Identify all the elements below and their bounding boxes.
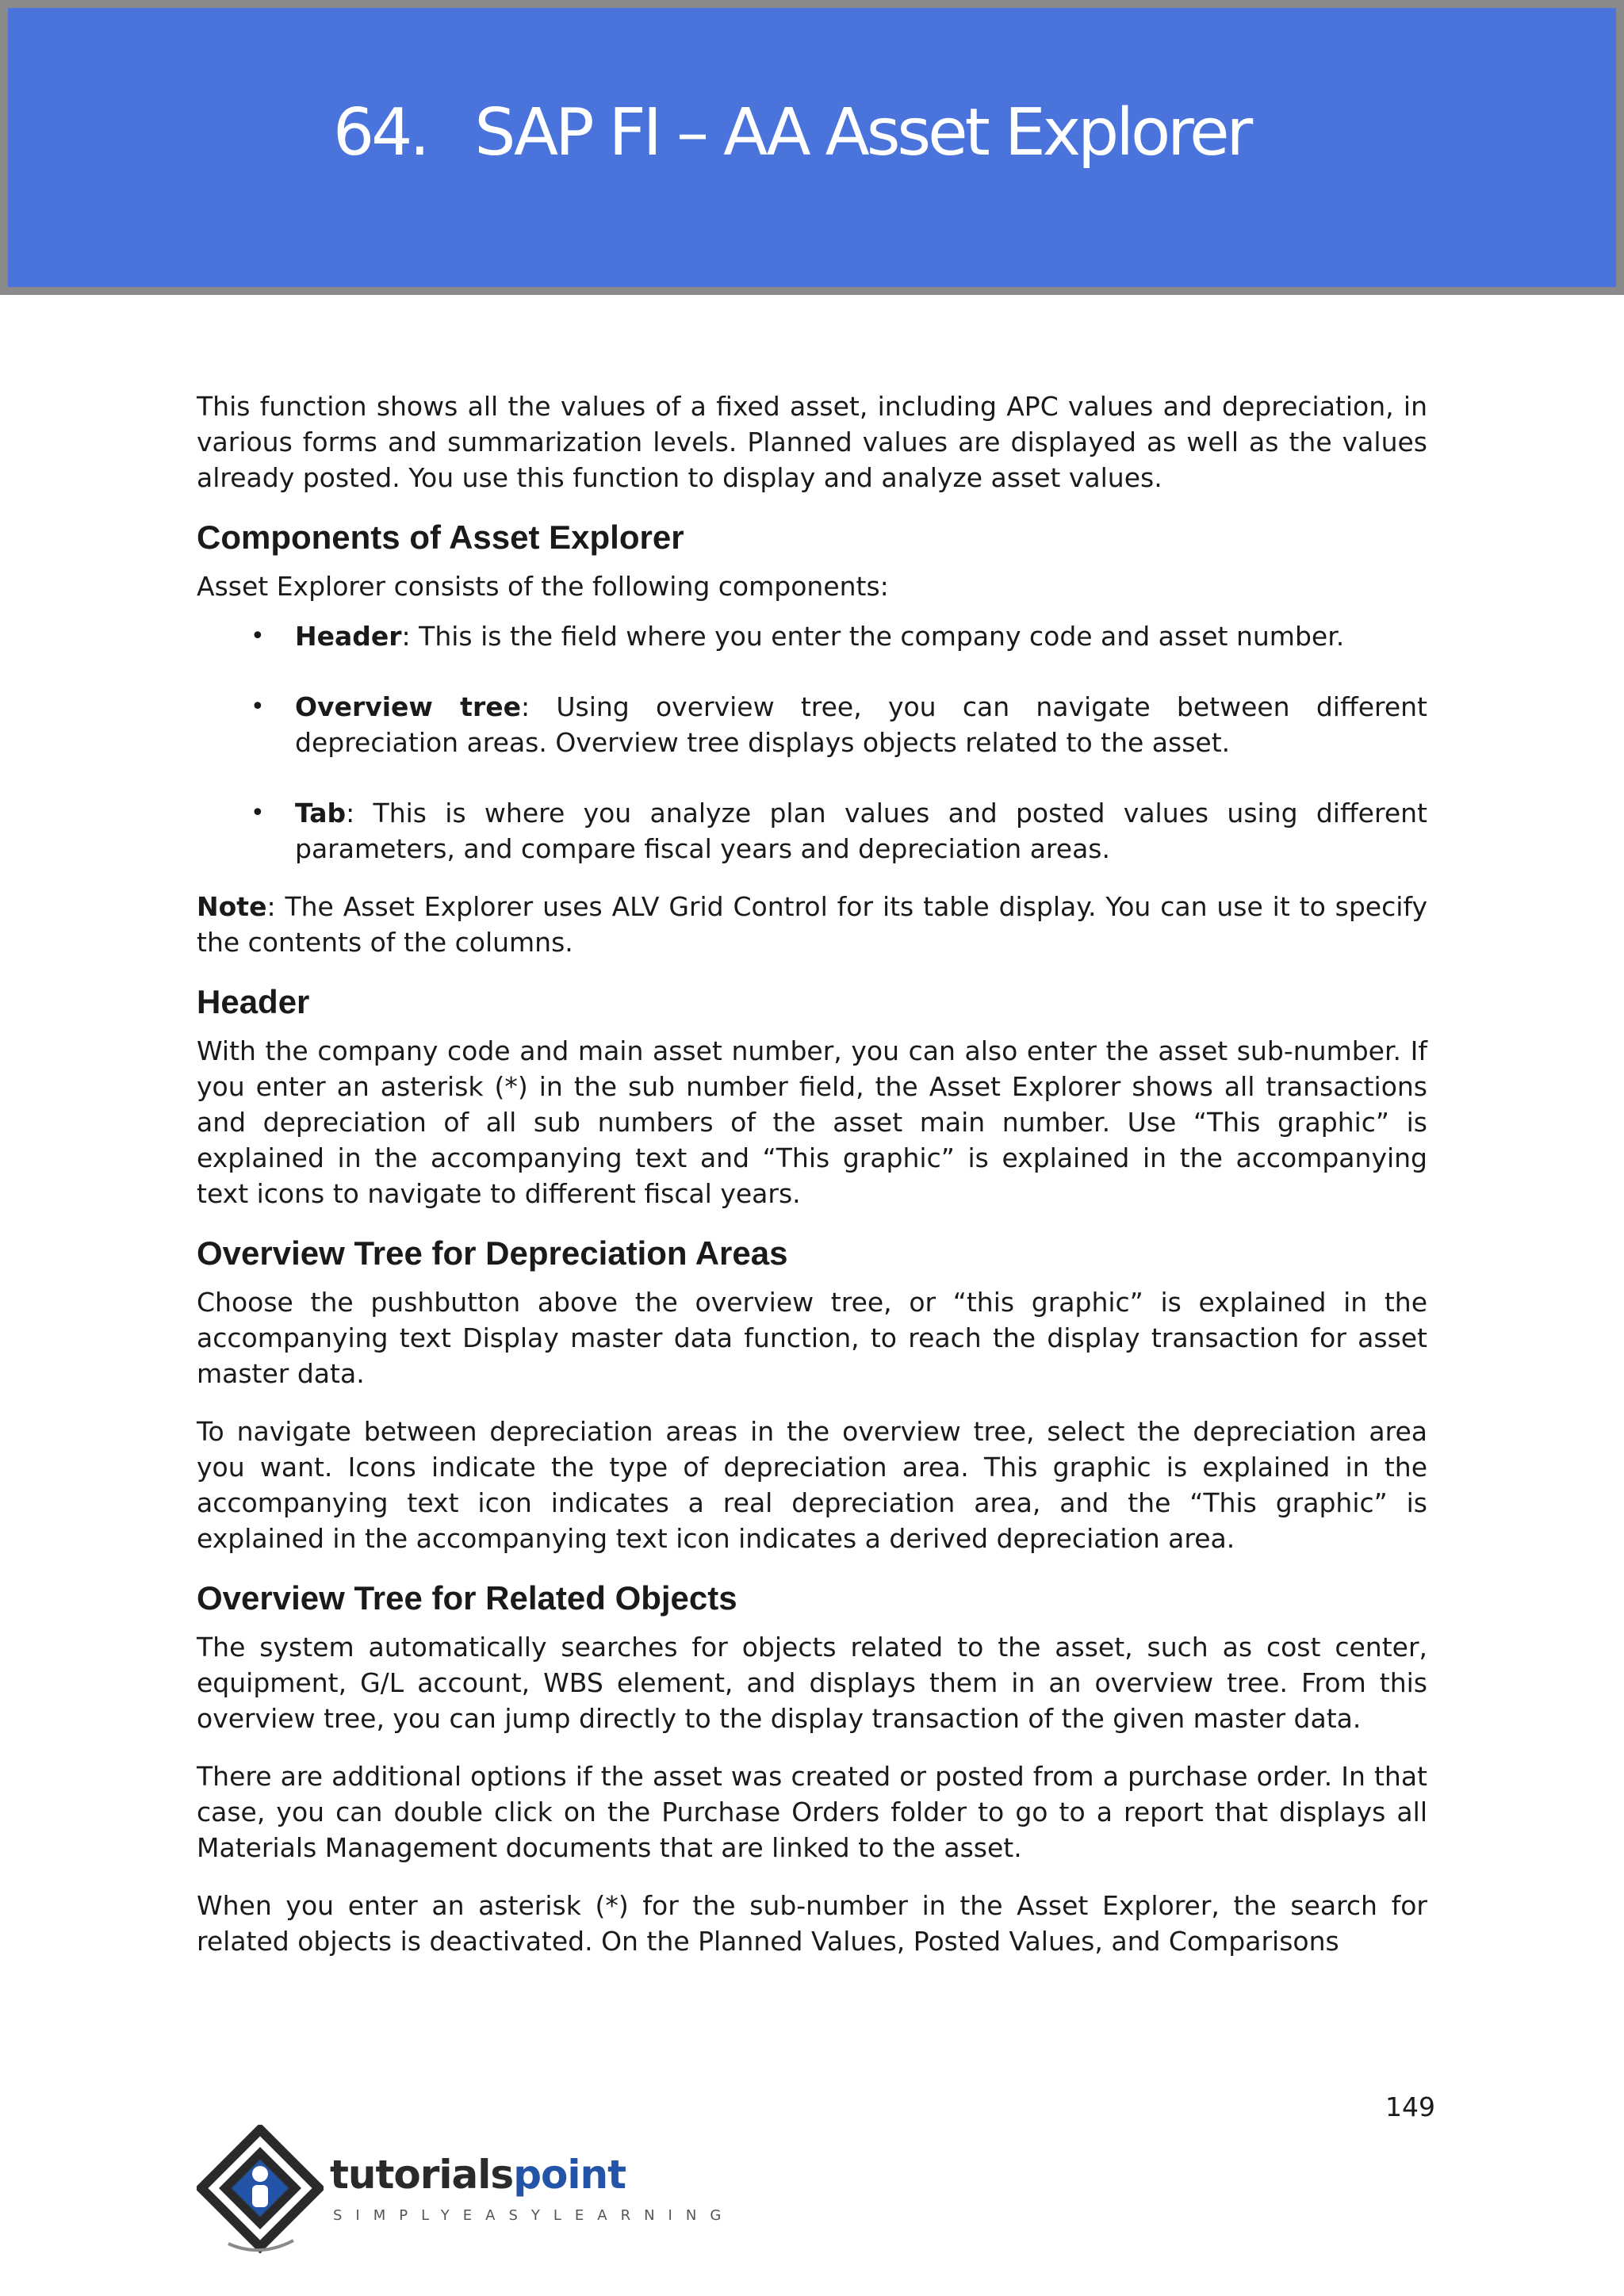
depreciation-paragraph: To navigate between depreciation areas in the overview tree, select the depreciation area you want. Icons indicate the type of depreciation area. This graphic is explained in the accompanying text icon indicates a real depreciation area, and the “This graphic” is explained in the accompanying text icon indicates a derived depreciation area.: [197, 1416, 1427, 1554]
component-description: : This is the field where you enter the company code and asset number.: [401, 621, 1345, 652]
chapter-banner: [0, 0, 1624, 295]
related-objects-heading: Overview Tree for Related Objects: [197, 1579, 737, 1617]
component-description: : Using overview tree, you can navigate between different depreciation areas. Overview tree displays objects related to the asset.: [295, 691, 1427, 758]
header-section-heading: Header: [197, 983, 310, 1020]
note-text: : The Asset Explorer uses ALV Grid Control for its table display. You can use it to specify the contents of the columns.: [197, 891, 1427, 958]
logo-emblem-icon: [197, 2125, 324, 2260]
note-label: Note: [197, 891, 267, 922]
component-description: : This is where you analyze plan values and posted values using different parameters, and compare fiscal years and depreciation areas.: [295, 798, 1427, 864]
related-objects-paragraph: When you enter an asterisk (*) for the sub-number in the Asset Explorer, the search for related objects is deactivated. On the Planned Values, Posted Values, and Comparisons: [197, 1890, 1427, 1957]
related-objects-paragraph: There are additional options if the asset was created or posted from a purchase order. In that case, you can double click on the Purchase Orders folder to go to a report that displays all Materials Management documents that are linked to the asset.: [197, 1761, 1427, 1863]
chapter-title-text: SAP FI – AA Asset Explorer: [474, 95, 1251, 170]
bullet-icon: •: [251, 622, 265, 650]
bullet-icon: •: [251, 693, 265, 721]
list-item: [197, 618, 1427, 654]
page-content: [197, 388, 1427, 1959]
depreciation-areas-heading: Overview Tree for Depreciation Areas: [197, 1234, 788, 1272]
components-heading: Components of Asset Explorer: [197, 519, 684, 556]
logo-wordmark: tutorialspoint: [330, 2152, 626, 2198]
intro-paragraph: This function shows all the values of a fixed asset, including APC values and depreciation, in various forms and summarization levels. Planned values are displayed as well as the values already posted. You use this function to display and analyze asset values.: [197, 391, 1427, 493]
component-term: Header: [295, 621, 402, 652]
logo-tagline: SIMPLYEASYLEARNING: [333, 2207, 735, 2224]
chapter-number: 64.: [333, 95, 427, 170]
list-item: [197, 689, 1427, 760]
header-section-paragraph: With the company code and main asset number, you can also enter the asset sub-number. If you enter an asterisk (*) in the sub number field, the Asset Explorer shows all transactions and depreciation of all sub numbers of the asset main number. Use “This graphic” is explained in the accompanying text and “This graphic” is explained in the accompanying text icons to navigate to different fiscal years.: [197, 1035, 1427, 1209]
page-number: 149: [1385, 2091, 1435, 2122]
tutorialspoint-logo[interactable]: [197, 2125, 735, 2260]
bullet-icon: •: [251, 799, 265, 827]
list-item: [197, 795, 1427, 867]
components-list: [197, 618, 1427, 867]
chapter-title: [333, 95, 1250, 170]
note-paragraph: [197, 889, 1427, 960]
component-term: Overview tree: [295, 691, 521, 722]
component-term: Tab: [295, 798, 347, 828]
related-objects-paragraph: The system automatically searches for objects related to the asset, such as cost center, equipment, G/L account, WBS element, and displays them in an overview tree. From this overview tree, you can jump directly to the display transaction of the given master data.: [197, 1632, 1427, 1734]
components-lead: Asset Explorer consists of the following components:: [197, 571, 889, 602]
depreciation-paragraph: Choose the pushbutton above the overview tree, or “this graphic” is explained in the accompanying text Display master data function, to reach the display transaction for asset master data.: [197, 1287, 1427, 1389]
